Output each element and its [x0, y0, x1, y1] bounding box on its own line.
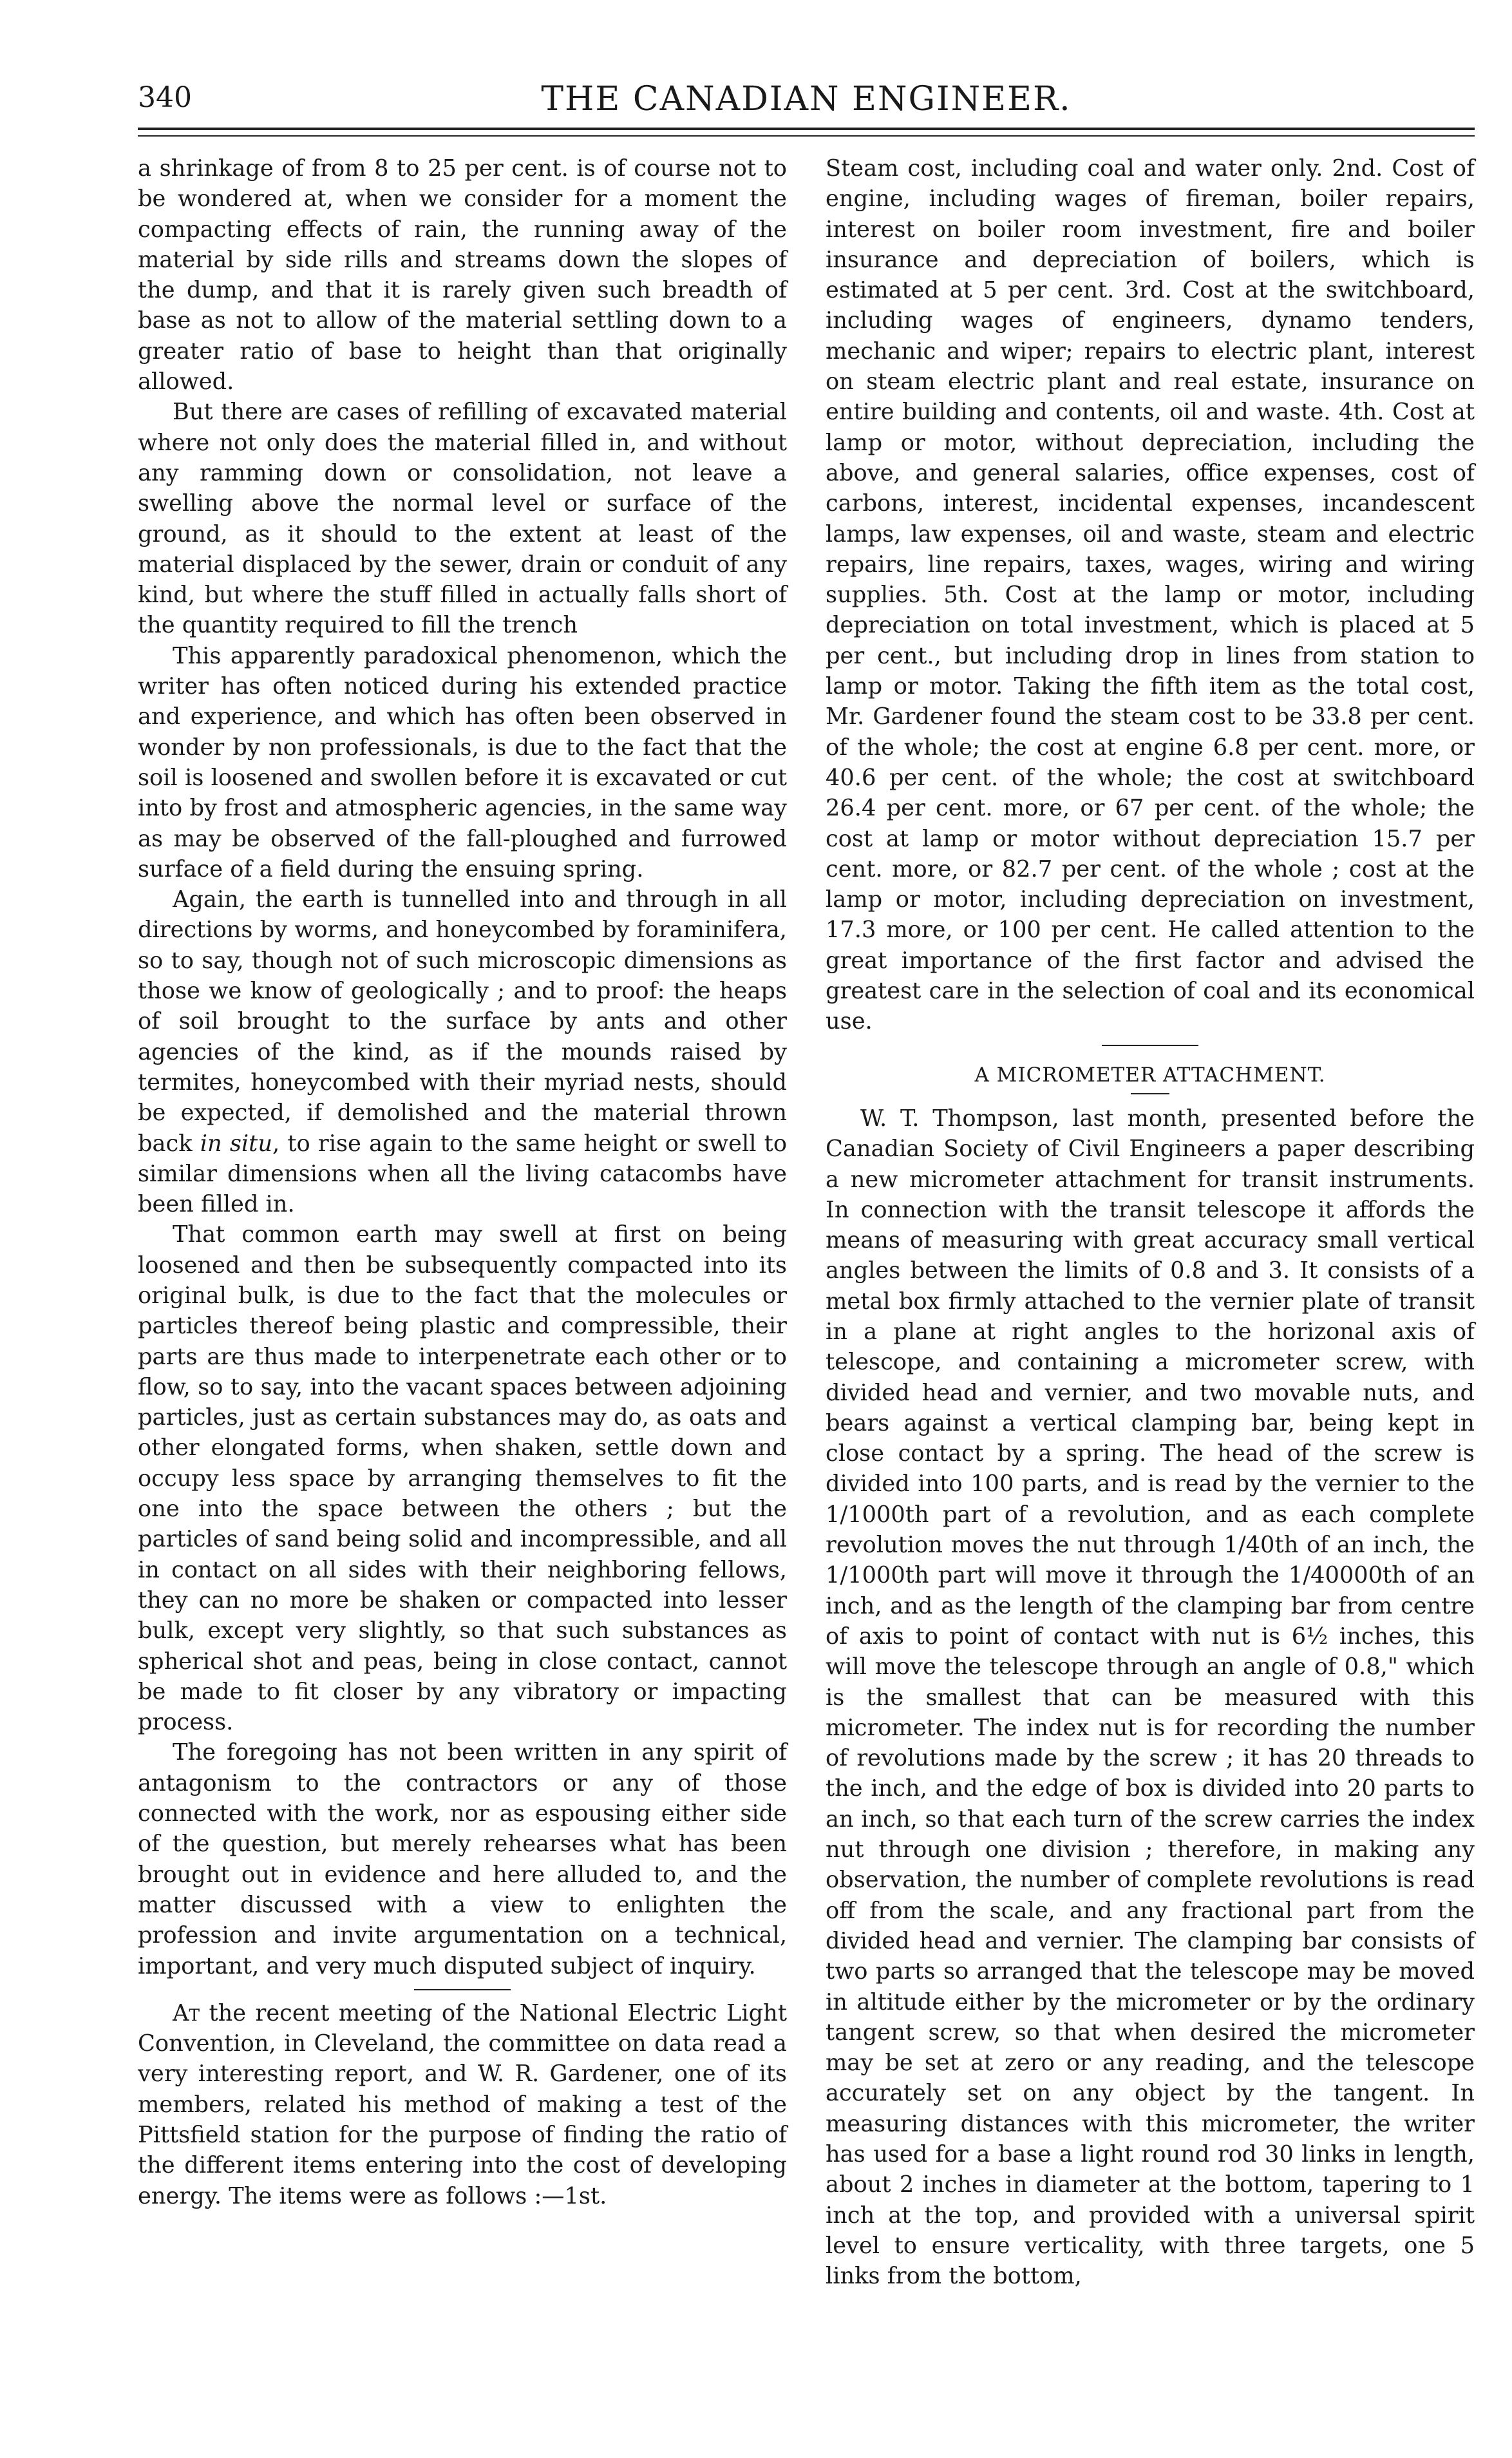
paragraph [138, 1998, 787, 2211]
article-separator [414, 1989, 511, 1990]
page-header [138, 76, 1475, 122]
paragraph: But there are cases of refilling of excavated material where not only does the material filled in, and without any ramming down or consolidation, not leave a swelling above the normal level or surface of the ground, as it should to the extent at least of the material displaced by the sewer, drain or conduit of any kind, but where the stuff filled in actually falls short of the quantity required to fill the trench [138, 399, 787, 639]
title-underline [1131, 1093, 1169, 1094]
journal-title: THE CANADIAN ENGINEER. [541, 80, 1072, 119]
paragraph-text: Again, the earth is tunnelled into and through in all directions by worms, and honeycombed by foraminifera, so to say, though not of such microscopic dimensions as those we know of geologically ; and to proof: the heaps of soil brought to the surface by ants and other agencies of the kind, as if the mounds raised by termites, honeycombed with their myriad nests, should be expected, if demolished and the material thrown back [138, 886, 787, 1157]
left-column [138, 153, 787, 2211]
paragraph: Steam cost, including coal and water only. 2nd. Cost of engine, including wages of fireman, boiler repairs, interest on boiler room investment, fire and boiler insurance and depreciation of boilers, which is estimated at 5 per cent. 3rd. Cost at the switchboard, including wages of engineers, dynamo tenders, mechanic and wiper; repairs to electric plant, interest on steam electric plant and real estate, insurance on entire building and contents, oil and waste. 4th. Cost at lamp or motor, without depreciation, including the above, and general salaries, office expenses, cost of carbons, interest, incidental expenses, incandescent lamps, law expenses, oil and waste, steam and electric repairs, line repairs, taxes, wages, wiring and wiring supplies. 5th. Cost at the lamp or motor, including depreciation on total investment, which is placed at 5 per cent., but including drop in lines from station to lamp or motor. Taking the fifth item as the total cost, Mr. Gardener found the steam cost to be 33.8 per cent. of the whole; the cost at engine 6.8 per cent. more, or 40.6 per cent. of the whole; the cost at switchboard 26.4 per cent. more, or 67 per cent. of the whole; the cost at lamp or motor without depreciation 15.7 per cent. more, or 82.7 per cent. of the whole ; cost at the lamp or motor, including depreciation on investment, 17.3 more, or 100 per cent. He called attention to the great importance of the first factor and advised the greatest care in the selection of coal and its economical use. [826, 155, 1475, 1035]
paragraph-text: , to rise again to the same height or swell to similar dimensions when all the living catacombs have been filled in. [138, 1130, 788, 1218]
section-title: A MICROMETER ATTACHMENT. [974, 1063, 1326, 1087]
italic-phrase: in situ [200, 1130, 272, 1157]
paragraph: That common earth may swell at first on being loosened and then be subsequently compacted into its original bulk, is due to the fact that the molecules or particles thereof being plastic and compressible, their parts are thus made to interpenetrate each other or to flow, so to say, into the vacant spaces between adjoining particles, just as certain substances may do, as oats and other elongated forms, when shaken, settle down and occupy less space by arranging themselves to fit the one into the space between the others ; but the particles of sand being solid and incompressible, and all in contact on all sides with their neighboring fellows, they can no more be shaken or compacted into lesser bulk, except very slightly, so that such substances as spherical shot and peas, being in close contact, cannot be made to fit closer by any vibratory or impacting process. [138, 1221, 787, 1736]
lead-word: At [173, 1999, 200, 2026]
page-number: 340 [138, 81, 192, 114]
paragraph: The foregoing has not been written in any spirit of antagonism to the contractors or any of those connected with the work, nor as espousing either side of the question, but merely rehearses what has been brought out in evidence and here alluded to, and the matter discussed with a view to enlighten the profession and invite argumentation on a technical, important, and very much disputed subject of inquiry. [138, 1739, 787, 1979]
paragraph-text: the recent meeting of the National Electric Light Convention, in Cleveland, the committee on data read a very interesting report, and W. R. Gardener, one of its members, related his method of making a test of the Pittsfield station for the purpose of finding the ratio of the different items entering into the cost of developing energy. The items were as follows :—1st. [138, 1999, 787, 2209]
right-column [826, 153, 1475, 2291]
paragraph: W. T. Thompson, last month, presented before the Canadian Society of Civil Engineers a paper describing a new micrometer attachment for transit instruments. In connection with the transit telescope it affords the means of measuring with great accuracy small vertical angles between the limits of 0.8 and 3. It consists of a metal box firmly attached to the vernier plate of transit in a plane at right angles to the horizonal axis of telescope, and containing a micrometer screw, with divided head and vernier, and two movable nuts, and bears against a vertical clamping bar, being kept in close contact by a spring. The head of the screw is divided into 100 parts, and is read by the vernier to the 1/1000th part of a revolution, and as each complete revolution moves the nut through 1/40th of an inch, the 1/1000th part will move it through the 1/40000th of an inch, and as the length of the clamping bar from centre of axis to point of contact with nut is 6½ inches, this will move the telescope through an angle of 0.8," which is the smallest that can be measured with this micrometer. The index nut is for recording the number of revolutions made by the screw ; it has 20 threads to the inch, and the edge of box is divided into 20 parts to an inch, so that each turn of the screw carries the index nut through one division ; therefore, in making any observation, the number of complete revolutions is read off from the scale, and any fractional part from the divided head and vernier. The clamping bar consists of two parts so arranged that the telescope may be moved in altitude either by the micrometer or by the ordinary tangent screw, so that when desired the micrometer may be set at zero or any reading, and the telescope accurately set on any object by the tangent. In measuring distances with this micrometer, the writer has used for a base a light round rod 30 links in length, about 2 inches in diameter at the bottom, tapering to 1 inch at the top, and provided with a universal spirit level to ensure verticality, with three targets, one 5 links from the bottom, [826, 1105, 1475, 2290]
paragraph [138, 884, 787, 1219]
article-separator [1102, 1045, 1198, 1046]
paragraph: a shrinkage of from 8 to 25 per cent. is of course not to be wondered at, when we consider for a moment the compacting effects of rain, the running away of the material by side rills and streams down the slopes of the dump, and that it is rarely given such breadth of base as not to allow of the material settling down to a greater ratio of base to height than that originally allowed. [138, 155, 787, 395]
header-rule-thin [138, 135, 1475, 137]
header-rule-thick [138, 128, 1475, 130]
paragraph: This apparently paradoxical phenomenon, which the writer has often noticed during his extended practice and experience, and which has often been observed in wonder by non professionals, is due to the fact that the soil is loosened and swollen before it is excavated or cut into by frost and atmospheric agencies, in the same way as may be observed of the fall-ploughed and furrowed surface of a field during the ensuing spring. [138, 642, 787, 882]
